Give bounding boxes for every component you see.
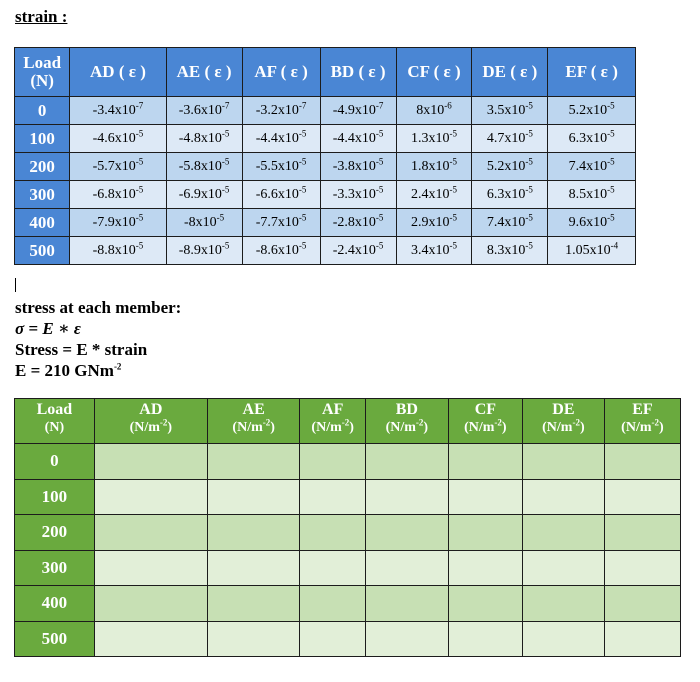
strain-value-cell <box>70 237 166 265</box>
strain-value-mantissa: 4.7x10 <box>486 130 526 146</box>
strain-value-exponent: -7 <box>221 99 230 110</box>
stress-value-cell[interactable] <box>604 550 680 586</box>
stress-value-cell[interactable] <box>94 550 207 586</box>
stress-value-cell[interactable] <box>448 444 522 480</box>
strain-value-mantissa: -6.8x10 <box>92 186 136 202</box>
strain-row <box>15 97 636 125</box>
strain-value-cell <box>548 181 636 209</box>
stress-value-cell[interactable] <box>207 479 300 515</box>
strain-value-cell <box>548 153 636 181</box>
strain-header-bd: BD ( ε ) <box>320 48 396 97</box>
strain-table <box>14 47 636 265</box>
strain-value-exponent: -5 <box>221 127 230 138</box>
strain-value-mantissa: -3.8x10 <box>332 158 376 174</box>
stress-value-cell[interactable] <box>604 515 680 551</box>
stress-header-ef <box>604 399 680 444</box>
strain-value-exponent: -5 <box>607 211 615 222</box>
notes-formula: σ = E ∗ ε <box>15 319 81 338</box>
strain-value-exponent: -5 <box>375 127 384 138</box>
unit-exponent: -2 <box>159 417 168 428</box>
strain-value-exponent: -5 <box>449 127 458 138</box>
strain-value-exponent: -5 <box>298 155 307 166</box>
stress-value-cell[interactable] <box>522 515 604 551</box>
stress-header-name: CF <box>474 401 497 418</box>
stress-header-name: AD <box>139 401 163 418</box>
stress-header-bd <box>365 399 448 444</box>
stress-value-cell[interactable] <box>300 586 365 622</box>
strain-value-mantissa: -3.6x10 <box>178 102 222 118</box>
stress-value-cell[interactable] <box>365 550 448 586</box>
strain-value-exponent: -5 <box>449 155 458 166</box>
strain-header-de: DE ( ε ) <box>472 48 548 97</box>
stress-value-cell[interactable] <box>448 621 522 657</box>
stress-value-cell[interactable] <box>300 444 365 480</box>
strain-header-ae: AE ( ε ) <box>166 48 242 97</box>
stress-row <box>15 479 681 515</box>
strain-value-cell <box>320 209 396 237</box>
strain-value-mantissa: 8.5x10 <box>568 186 608 202</box>
strain-value-exponent: -5 <box>135 127 144 138</box>
strain-value-cell <box>320 125 396 153</box>
stress-row-load: 100 <box>15 479 95 515</box>
stress-value-cell[interactable] <box>365 621 448 657</box>
strain-value-exponent: -7 <box>135 99 144 110</box>
strain-value-mantissa: -4.6x10 <box>92 130 136 146</box>
strain-value-cell <box>70 153 166 181</box>
stress-row <box>15 444 681 480</box>
stress-value-cell[interactable] <box>448 515 522 551</box>
strain-value-cell <box>320 237 396 265</box>
notes-stress-definition: Stress = E * strain <box>15 340 148 359</box>
stress-value-cell[interactable] <box>207 586 300 622</box>
strain-value-cell <box>242 153 320 181</box>
stress-header-cf <box>448 399 522 444</box>
stress-header-unit: $(N/m^{-2})$ <box>232 417 275 435</box>
unit-exponent: -2 <box>494 417 502 428</box>
stress-row <box>15 515 681 551</box>
strain-value-mantissa: 1.05x10 <box>565 242 611 258</box>
stress-row-load: 400 <box>15 586 95 622</box>
strain-value-cell <box>166 153 242 181</box>
stress-value-cell[interactable] <box>365 586 448 622</box>
strain-value-mantissa: 7.4x10 <box>486 214 526 230</box>
stress-header-unit: $(N/m^{-2})$ <box>311 417 354 435</box>
strain-value-exponent: -5 <box>221 183 230 194</box>
strain-value-mantissa: -8.6x10 <box>255 242 299 258</box>
strain-value-mantissa: 1.8x10 <box>411 158 450 174</box>
strain-value-cell <box>548 237 636 265</box>
strain-value-cell <box>70 97 166 125</box>
stress-header-name: BD <box>395 401 418 418</box>
strain-row-load: 200 <box>15 153 70 181</box>
stress-value-cell[interactable] <box>448 479 522 515</box>
strain-value-mantissa: -8.8x10 <box>92 242 136 258</box>
strain-value-exponent: -5 <box>216 211 225 222</box>
strain-header-ad: AD ( ε ) <box>70 48 166 97</box>
stress-header-name: Load <box>36 401 73 418</box>
strain-value-cell <box>166 125 242 153</box>
strain-value-mantissa: -3.3x10 <box>332 186 376 202</box>
strain-value-mantissa: 2.9x10 <box>411 214 450 230</box>
strain-value-mantissa: 3.5x10 <box>486 102 526 118</box>
strain-value-exponent: -4 <box>610 239 619 250</box>
strain-table-body <box>15 97 636 265</box>
stress-value-cell[interactable] <box>94 621 207 657</box>
strain-value-exponent: -5 <box>375 211 384 222</box>
notes-heading: stress at each member: <box>15 298 182 317</box>
strain-value-mantissa: -2.4x10 <box>332 242 376 258</box>
strain-value-cell <box>472 237 548 265</box>
strain-row <box>15 181 636 209</box>
strain-value-mantissa: -4.9x10 <box>332 102 376 118</box>
strain-value-cell <box>320 97 396 125</box>
notes-modulus <box>15 360 181 381</box>
stress-value-cell[interactable] <box>300 550 365 586</box>
stress-header-unit: (N) <box>44 420 65 435</box>
strain-value-mantissa: -7.9x10 <box>92 214 136 230</box>
strain-value-mantissa: -2.8x10 <box>332 214 376 230</box>
unit-exponent: -2 <box>572 417 580 428</box>
strain-header-ef: EF ( ε ) <box>548 48 636 97</box>
strain-value-exponent: -5 <box>135 183 144 194</box>
stress-header-ad <box>94 399 207 444</box>
stress-table <box>14 398 681 657</box>
unit-exponent: -2 <box>262 417 271 428</box>
strain-value-mantissa: 6.3x10 <box>486 186 526 202</box>
strain-value-exponent: -5 <box>135 155 144 166</box>
stress-value-cell[interactable] <box>94 479 207 515</box>
stress-notes <box>15 297 181 381</box>
strain-value-exponent: -5 <box>298 239 307 250</box>
stress-value-cell[interactable] <box>300 621 365 657</box>
stress-value-cell[interactable] <box>94 515 207 551</box>
stress-value-cell[interactable] <box>604 621 680 657</box>
unit-exponent: -2 <box>415 417 424 428</box>
stress-header-ae <box>207 399 300 444</box>
strain-value-exponent: -5 <box>607 127 615 138</box>
stress-row-load: 0 <box>15 444 95 480</box>
stress-row <box>15 621 681 657</box>
strain-value-cell <box>242 125 320 153</box>
unit-exponent: -2 <box>651 417 659 428</box>
stress-header-name: AE <box>242 401 265 418</box>
strain-value-exponent: -5 <box>449 239 458 250</box>
stress-value-cell[interactable] <box>522 444 604 480</box>
stress-header-unit: $(N/m^{-2})$ <box>464 417 507 435</box>
strain-value-mantissa: -4.4x10 <box>332 130 376 146</box>
stress-header-unit: $(N/m^{-2})$ <box>542 417 585 435</box>
stress-value-cell[interactable] <box>300 515 365 551</box>
stress-header-load <box>15 399 95 444</box>
strain-value-mantissa: -4.4x10 <box>255 130 299 146</box>
strain-row <box>15 209 636 237</box>
strain-row <box>15 125 636 153</box>
strain-value-cell <box>472 209 548 237</box>
strain-value-cell <box>472 153 548 181</box>
strain-value-mantissa: -8x10 <box>184 214 217 230</box>
stress-value-cell[interactable] <box>365 479 448 515</box>
stress-header-name: DE <box>552 401 575 418</box>
notes-modulus-base: E = 210 GNm <box>15 361 114 380</box>
strain-header-row <box>15 48 636 97</box>
strain-value-cell <box>548 209 636 237</box>
strain-value-exponent: -5 <box>525 155 533 166</box>
strain-value-mantissa: -7.7x10 <box>255 214 299 230</box>
strain-value-cell <box>396 97 472 125</box>
strain-value-cell <box>166 181 242 209</box>
stress-header-name: AF <box>322 401 344 418</box>
strain-value-exponent: -5 <box>375 155 384 166</box>
stress-value-cell[interactable] <box>207 515 300 551</box>
stress-value-cell[interactable] <box>94 586 207 622</box>
stress-header-unit: $(N/m^{-2})$ <box>385 417 429 435</box>
stress-value-cell[interactable] <box>522 479 604 515</box>
strain-row-load: 300 <box>15 181 70 209</box>
strain-value-exponent: -5 <box>525 183 533 194</box>
stress-value-cell[interactable] <box>522 586 604 622</box>
strain-value-cell <box>548 125 636 153</box>
strain-value-mantissa: -5.7x10 <box>92 158 136 174</box>
strain-value-exponent: -5 <box>298 211 307 222</box>
stress-value-cell[interactable] <box>604 444 680 480</box>
strain-value-exponent: -5 <box>298 183 307 194</box>
strain-value-mantissa: 5.2x10 <box>568 102 608 118</box>
stress-value-cell[interactable] <box>207 621 300 657</box>
strain-value-exponent: -5 <box>375 183 384 194</box>
strain-value-mantissa: 8.3x10 <box>486 242 526 258</box>
strain-value-mantissa: 1.3x10 <box>411 130 450 146</box>
strain-value-exponent: -7 <box>298 99 307 110</box>
stress-row-load: 300 <box>15 550 95 586</box>
strain-value-cell <box>472 181 548 209</box>
notes-modulus-exponent: -2 <box>113 361 122 372</box>
strain-value-exponent: -5 <box>375 239 384 250</box>
strain-value-cell <box>166 209 242 237</box>
text-cursor <box>15 278 16 292</box>
strain-value-cell <box>242 209 320 237</box>
strain-value-cell <box>242 237 320 265</box>
strain-value-mantissa: -3.2x10 <box>255 102 299 118</box>
strain-value-exponent: -5 <box>449 183 458 194</box>
strain-value-cell <box>242 181 320 209</box>
stress-header-af <box>300 399 365 444</box>
strain-value-cell <box>396 209 472 237</box>
strain-value-mantissa: 2.4x10 <box>411 186 450 202</box>
unit-exponent: -2 <box>341 417 350 428</box>
strain-header-af: AF ( ε ) <box>242 48 320 97</box>
strain-row-load: 400 <box>15 209 70 237</box>
stress-value-cell[interactable] <box>365 444 448 480</box>
stress-value-cell[interactable] <box>94 444 207 480</box>
strain-value-cell <box>320 153 396 181</box>
strain-value-mantissa: 8x10 <box>416 102 445 118</box>
stress-header-row <box>15 399 681 444</box>
strain-value-cell <box>70 209 166 237</box>
strain-header-cf: CF ( ε ) <box>396 48 472 97</box>
stress-header-unit: $(N/m^{-2})$ <box>129 417 173 435</box>
stress-row <box>15 586 681 622</box>
stress-header-de <box>522 399 604 444</box>
strain-value-mantissa: -6.6x10 <box>255 186 299 202</box>
stress-row-load: 500 <box>15 621 95 657</box>
strain-value-cell <box>472 125 548 153</box>
strain-value-cell <box>548 97 636 125</box>
strain-row-load: 100 <box>15 125 70 153</box>
strain-value-exponent: -5 <box>525 99 533 110</box>
stress-row-load: 200 <box>15 515 95 551</box>
strain-value-exponent: -5 <box>607 99 615 110</box>
stress-value-cell[interactable] <box>365 515 448 551</box>
stress-value-cell[interactable] <box>448 550 522 586</box>
strain-value-exponent: -6 <box>444 99 452 110</box>
strain-value-exponent: -5 <box>607 155 615 166</box>
strain-value-mantissa: -5.8x10 <box>178 158 222 174</box>
strain-row <box>15 153 636 181</box>
strain-value-mantissa: 5.2x10 <box>486 158 526 174</box>
strain-value-mantissa: 3.4x10 <box>411 242 450 258</box>
strain-value-cell <box>166 97 242 125</box>
strain-value-cell <box>396 181 472 209</box>
strain-value-exponent: -5 <box>221 155 230 166</box>
strain-value-exponent: -5 <box>221 239 230 250</box>
strain-value-exponent: -5 <box>449 211 458 222</box>
strain-title: strain : <box>15 7 68 26</box>
stress-value-cell[interactable] <box>604 479 680 515</box>
strain-value-mantissa: 6.3x10 <box>568 130 608 146</box>
strain-value-mantissa: -4.8x10 <box>178 130 222 146</box>
stress-value-cell[interactable] <box>448 586 522 622</box>
strain-value-cell <box>472 97 548 125</box>
strain-value-cell <box>396 237 472 265</box>
stress-value-cell[interactable] <box>207 444 300 480</box>
strain-value-cell <box>396 125 472 153</box>
strain-row <box>15 237 636 265</box>
strain-value-exponent: -5 <box>525 211 533 222</box>
strain-value-cell <box>70 125 166 153</box>
strain-value-mantissa: -5.5x10 <box>255 158 299 174</box>
stress-header-name: EF <box>632 401 653 418</box>
strain-row-load: 500 <box>15 237 70 265</box>
strain-value-mantissa: -6.9x10 <box>178 186 222 202</box>
strain-value-cell <box>166 237 242 265</box>
stress-value-cell[interactable] <box>207 550 300 586</box>
strain-value-exponent: -5 <box>135 211 144 222</box>
stress-header-unit: $(N/m^{-2})$ <box>621 417 664 435</box>
strain-value-cell <box>70 181 166 209</box>
stress-table-body <box>15 444 681 657</box>
strain-value-mantissa: 7.4x10 <box>568 158 608 174</box>
strain-value-mantissa: 9.6x10 <box>568 214 608 230</box>
strain-header-load: Load (N) <box>15 48 70 97</box>
strain-value-exponent: -5 <box>607 183 615 194</box>
strain-value-exponent: -5 <box>525 239 533 250</box>
strain-value-mantissa: -8.9x10 <box>178 242 222 258</box>
strain-value-exponent: -5 <box>298 127 307 138</box>
strain-value-mantissa: -3.4x10 <box>92 102 136 118</box>
stress-value-cell[interactable] <box>300 479 365 515</box>
stress-value-cell[interactable] <box>604 586 680 622</box>
stress-row <box>15 550 681 586</box>
stress-value-cell[interactable] <box>522 550 604 586</box>
strain-value-exponent: -5 <box>135 239 144 250</box>
strain-value-cell <box>396 153 472 181</box>
strain-row-load: 0 <box>15 97 70 125</box>
stress-value-cell[interactable] <box>522 621 604 657</box>
strain-value-cell <box>242 97 320 125</box>
strain-value-exponent: -5 <box>525 127 533 138</box>
strain-value-exponent: -7 <box>375 99 384 110</box>
strain-value-cell <box>320 181 396 209</box>
